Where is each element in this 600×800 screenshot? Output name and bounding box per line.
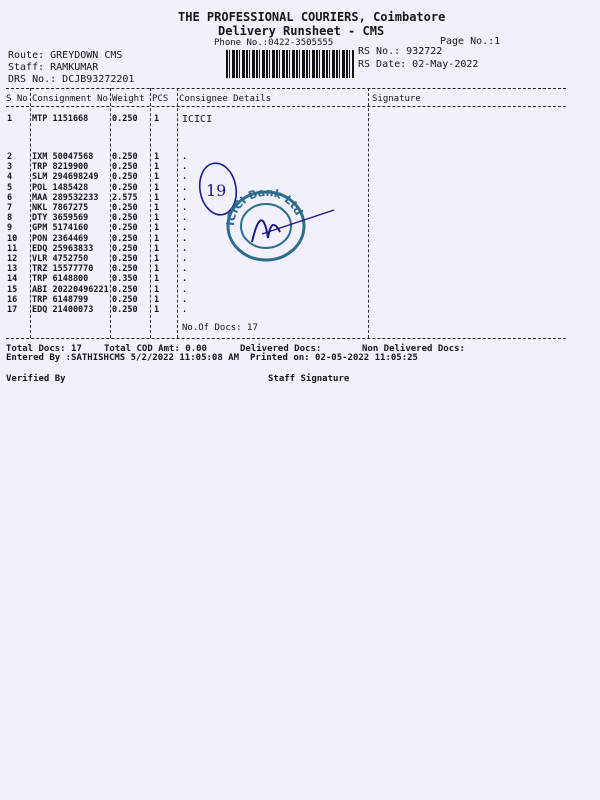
- cell-sno: 5: [7, 182, 13, 193]
- cell-pcs: 1: [154, 243, 160, 254]
- cell-consignment: TRZ 15577770: [32, 264, 94, 275]
- cell-weight: 0.250: [112, 254, 138, 264]
- col-header-consignee: Consignee Details: [179, 94, 272, 104]
- cell-pcs: 1: [154, 213, 160, 224]
- phone-number: Phone No.:0422-3505555: [214, 38, 334, 48]
- cell-pcs: 1: [154, 172, 160, 183]
- cell-weight: 0.250: [112, 182, 138, 193]
- cell-pcs: 1: [154, 223, 160, 234]
- cell-pcs: 1: [154, 294, 160, 305]
- cell-consignee: .: [182, 233, 188, 244]
- cell-consignment: VLR 4752750: [32, 254, 89, 264]
- printed-on: Printed on: 02-05-2022 11:05:25: [250, 353, 418, 363]
- col-header-signature: Signature: [372, 94, 421, 104]
- cell-weight: 0.250: [112, 264, 138, 275]
- cell-weight: 0.250: [112, 172, 138, 183]
- document-title: Delivery Runsheet - CMS: [218, 24, 385, 38]
- cell-sno: 3: [7, 162, 13, 173]
- cell-consignment: EDQ 25963833: [32, 243, 94, 254]
- route: Route: GREYDOWN CMS: [8, 50, 123, 61]
- col-divider: [368, 88, 369, 338]
- cell-sno: 4: [7, 172, 13, 183]
- cell-consignee: .: [182, 203, 188, 213]
- cell-weight: 0.250: [112, 152, 138, 162]
- cell-pcs: 1: [154, 192, 160, 203]
- cell-consignment: TRP 6148799: [32, 294, 89, 305]
- col-header-consignment: Consignment No: [32, 94, 108, 104]
- cell-consignee: .: [182, 192, 188, 203]
- cell-consignment: GPM 5174160: [32, 223, 89, 234]
- cell-weight: 0.250: [112, 213, 138, 224]
- page-number: Page No.:1: [440, 36, 501, 47]
- col-header-sno: S No: [6, 94, 28, 104]
- cell-pcs: 1: [154, 254, 160, 264]
- cell-consignment: NKL 7867275: [32, 203, 89, 213]
- no-of-docs: No.Of Docs: 17: [182, 323, 258, 333]
- cell-consignee: .: [182, 172, 188, 183]
- cell-consignee: .: [182, 182, 188, 193]
- cell-sno: 11: [7, 243, 18, 254]
- cell-pcs: 1: [154, 152, 160, 162]
- signature-slash: [258, 206, 338, 236]
- cell-pcs: 1: [154, 233, 160, 244]
- cell-consignment: MTP 1151668: [32, 114, 89, 124]
- cell-weight: 2.575: [112, 192, 138, 203]
- cell-consignee: .: [182, 305, 188, 315]
- drs-number: DRS No.: DCJB93272201: [8, 74, 135, 85]
- cell-consignment: PON 2364469: [32, 233, 89, 244]
- cell-sno: 7: [7, 203, 13, 213]
- cell-consignee: .: [182, 274, 188, 285]
- cell-sno: 14: [7, 274, 18, 285]
- cell-weight: 0.250: [112, 203, 138, 213]
- cell-consignee: .: [182, 152, 188, 162]
- col-header-pcs: PCS: [152, 94, 169, 104]
- table-top-rule: [6, 88, 566, 89]
- cell-sno: 8: [7, 213, 13, 224]
- non-delivered-docs: Non Delivered Docs:: [362, 344, 465, 354]
- cell-pcs: 1: [154, 203, 160, 213]
- cell-weight: 0.250: [112, 114, 138, 124]
- cell-consignee: .: [182, 254, 188, 264]
- table-header-rule: [6, 106, 566, 107]
- cell-weight: 0.250: [112, 223, 138, 234]
- cell-consignment: POL 1485428: [32, 182, 89, 193]
- col-header-weight: Weight: [112, 94, 145, 104]
- col-divider: [177, 88, 178, 338]
- handwritten-count: 19: [206, 181, 227, 200]
- col-divider: [110, 88, 111, 338]
- cell-weight: 0.250: [112, 233, 138, 244]
- cell-consignment: TRP 8219900: [32, 162, 89, 173]
- cell-consignee: ICICI: [182, 114, 213, 125]
- total-cod-amount: Total COD Amt: 0.00: [104, 344, 207, 354]
- cell-weight: 0.250: [112, 294, 138, 305]
- staff-name: Staff: RAMKUMAR: [8, 62, 99, 73]
- col-divider: [150, 88, 151, 338]
- table-bottom-rule: [6, 338, 566, 339]
- cell-consignment: ABI 20220496221: [32, 284, 109, 295]
- col-divider: [30, 88, 31, 338]
- cell-pcs: 1: [154, 264, 160, 275]
- cell-sno: 17: [7, 305, 18, 315]
- cell-consignee: .: [182, 294, 188, 305]
- company-title: THE PROFESSIONAL COURIERS, Coimbatore: [178, 10, 446, 24]
- cell-consignment: TRP 6148800: [32, 274, 89, 285]
- verified-by-label: Verified By: [6, 374, 66, 384]
- cell-weight: 0.250: [112, 284, 138, 295]
- cell-pcs: 1: [154, 162, 160, 173]
- entered-by: Entered By :SATHISHCMS 5/2/2022 11:05:08 AM: [6, 353, 239, 363]
- cell-sno: 15: [7, 284, 18, 295]
- cell-consignment: IXM 50047568: [32, 152, 94, 162]
- cell-consignee: .: [182, 243, 188, 254]
- cell-sno: 13: [7, 264, 18, 275]
- cell-consignment: EDQ 21400073: [32, 305, 94, 315]
- stamp-text: ICICI Bank Ltd: [223, 186, 306, 227]
- cell-consignee: .: [182, 284, 188, 295]
- rs-number: RS No.: 932722: [358, 46, 443, 57]
- delivered-docs: Delivered Docs:: [240, 344, 322, 354]
- cell-sno: 2: [7, 152, 13, 162]
- barcode: [226, 50, 354, 78]
- cell-consignment: MAA 289532233: [32, 192, 99, 203]
- cell-consignment: SLM 294698249: [32, 172, 99, 183]
- cell-sno: 16: [7, 294, 18, 305]
- cell-weight: 0.250: [112, 305, 138, 315]
- cell-pcs: 1: [154, 182, 160, 193]
- cell-consignee: .: [182, 223, 188, 234]
- cell-sno: 9: [7, 223, 13, 234]
- cell-pcs: 1: [154, 274, 160, 285]
- staff-signature-label: Staff Signature: [268, 374, 350, 384]
- cell-sno: 12: [7, 254, 18, 264]
- cell-consignment: DTY 3659569: [32, 213, 89, 224]
- cell-consignee: .: [182, 264, 188, 275]
- cell-consignee: .: [182, 162, 188, 173]
- rs-date: RS Date: 02-May-2022: [358, 59, 479, 70]
- cell-sno: 6: [7, 192, 13, 203]
- cell-sno: 10: [7, 233, 18, 244]
- cell-pcs: 1: [154, 114, 160, 124]
- cell-weight: 0.250: [112, 243, 138, 254]
- cell-weight: 0.250: [112, 162, 138, 173]
- cell-pcs: 1: [154, 305, 160, 315]
- cell-consignee: .: [182, 213, 188, 224]
- cell-weight: 0.350: [112, 274, 138, 285]
- cell-sno: 1: [7, 114, 13, 124]
- cell-pcs: 1: [154, 284, 160, 295]
- total-docs: Total Docs: 17: [6, 344, 82, 354]
